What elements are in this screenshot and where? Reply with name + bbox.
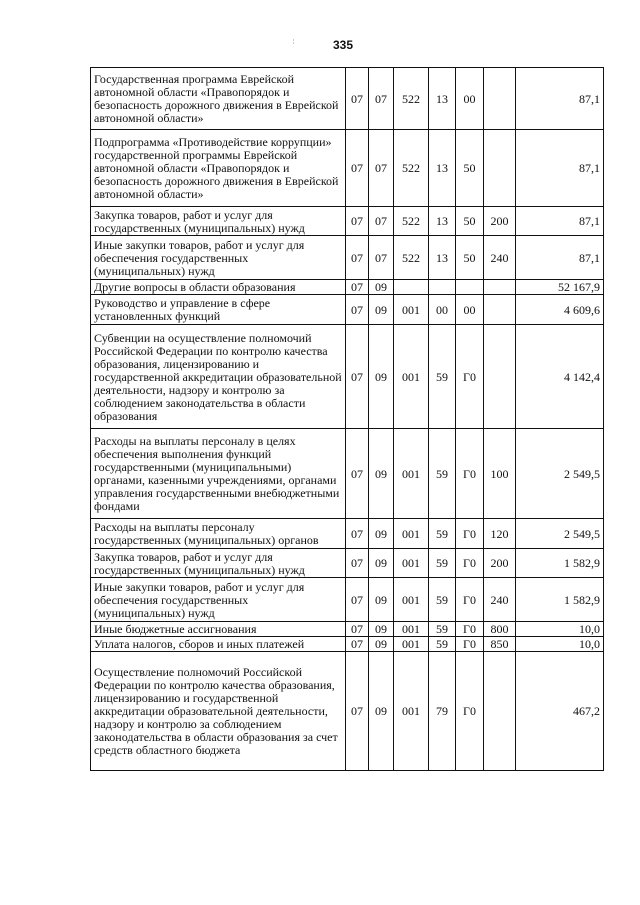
- target-article-program-cell: 001: [394, 519, 429, 549]
- subsection-code-cell: 07: [369, 207, 394, 236]
- table-row: [91, 637, 604, 652]
- subsection-code-cell: 09: [369, 622, 394, 637]
- expense-type-code-cell: [484, 68, 516, 130]
- amount-cell: 467,2: [516, 652, 604, 771]
- section-code-cell: 07: [346, 549, 369, 578]
- row-name-cell: Другие вопросы в области образования: [91, 280, 346, 295]
- section-code-cell: 07: [346, 295, 369, 325]
- row-name-cell: Иные закупки товаров, работ и услуг для обеспечения государственных (муниципальных) нужд: [91, 236, 346, 280]
- subsection-code-cell: 07: [369, 130, 394, 207]
- section-code-cell: 07: [346, 236, 369, 280]
- target-article-direction-cell: 50: [456, 130, 484, 207]
- section-code-cell: 07: [346, 280, 369, 295]
- amount-cell: 87,1: [516, 130, 604, 207]
- target-article-direction-cell: 50: [456, 207, 484, 236]
- section-code-cell: 07: [346, 68, 369, 130]
- section-code-cell: 07: [346, 637, 369, 652]
- subsection-code-cell: 09: [369, 280, 394, 295]
- target-article-program-cell: [394, 280, 429, 295]
- amount-cell: 4 609,6: [516, 295, 604, 325]
- target-article-program-cell: 522: [394, 130, 429, 207]
- row-name-cell: Расходы на выплаты персоналу государственных (муниципальных) органов: [91, 519, 346, 549]
- expense-type-code-cell: [484, 652, 516, 771]
- expense-type-code-cell: 120: [484, 519, 516, 549]
- expense-type-code-cell: 850: [484, 637, 516, 652]
- row-name-cell: Закупка товаров, работ и услуг для государственных (муниципальных) нужд: [91, 207, 346, 236]
- subsection-code-cell: 09: [369, 652, 394, 771]
- row-name-cell: Иные закупки товаров, работ и услуг для обеспечения государственных (муниципальных) нужд: [91, 578, 346, 622]
- target-article-program-cell: 522: [394, 207, 429, 236]
- amount-cell: 52 167,9: [516, 280, 604, 295]
- amount-cell: 4 142,4: [516, 325, 604, 429]
- target-article-direction-cell: Г0: [456, 652, 484, 771]
- target-article-direction-cell: Г0: [456, 637, 484, 652]
- table-row: [91, 429, 604, 519]
- target-article-direction-cell: [456, 280, 484, 295]
- expense-type-code-cell: [484, 325, 516, 429]
- row-name-cell: Руководство и управление в сфере установленных функций: [91, 295, 346, 325]
- subsection-code-cell: 09: [369, 325, 394, 429]
- target-article-subprogram-cell: 59: [429, 519, 456, 549]
- table-row: [91, 549, 604, 578]
- target-article-subprogram-cell: [429, 280, 456, 295]
- expense-type-code-cell: 200: [484, 549, 516, 578]
- target-article-program-cell: 001: [394, 652, 429, 771]
- target-article-subprogram-cell: 59: [429, 578, 456, 622]
- table-row: [91, 295, 604, 325]
- subsection-code-cell: 09: [369, 637, 394, 652]
- expense-type-code-cell: 800: [484, 622, 516, 637]
- expense-type-code-cell: [484, 295, 516, 325]
- target-article-program-cell: 001: [394, 549, 429, 578]
- row-name-cell: Закупка товаров, работ и услуг для государственных (муниципальных) нужд: [91, 549, 346, 578]
- target-article-direction-cell: Г0: [456, 549, 484, 578]
- target-article-direction-cell: 00: [456, 68, 484, 130]
- amount-cell: 87,1: [516, 236, 604, 280]
- amount-cell: 10,0: [516, 622, 604, 637]
- expense-type-code-cell: 240: [484, 578, 516, 622]
- table-row: [91, 325, 604, 429]
- section-code-cell: 07: [346, 519, 369, 549]
- table-row: [91, 519, 604, 549]
- row-name-cell: Уплата налогов, сборов и иных платежей: [91, 637, 346, 652]
- subsection-code-cell: 07: [369, 68, 394, 130]
- table-row: [91, 130, 604, 207]
- budget-table: [90, 67, 604, 771]
- row-name-cell: Расходы на выплаты персоналу в целях обеспечения выполнения функций государственными (муниципальными) органами, казенными учреждениями, органами управления государственными внебюджетными фондами: [91, 429, 346, 519]
- amount-cell: 1 582,9: [516, 549, 604, 578]
- target-article-subprogram-cell: 79: [429, 652, 456, 771]
- target-article-subprogram-cell: 59: [429, 622, 456, 637]
- target-article-program-cell: 001: [394, 295, 429, 325]
- target-article-direction-cell: Г0: [456, 429, 484, 519]
- amount-cell: 2 549,5: [516, 429, 604, 519]
- section-code-cell: 07: [346, 622, 369, 637]
- expense-type-code-cell: [484, 130, 516, 207]
- table-row: [91, 622, 604, 637]
- scan-speck: ˙ ˙: [292, 38, 295, 51]
- target-article-subprogram-cell: 59: [429, 549, 456, 578]
- amount-cell: 87,1: [516, 68, 604, 130]
- target-article-subprogram-cell: 00: [429, 295, 456, 325]
- section-code-cell: 07: [346, 130, 369, 207]
- subsection-code-cell: 09: [369, 519, 394, 549]
- row-name-cell: Подпрограмма «Противодействие коррупции» государственной программы Еврейской автономной области «Правопорядок и безопасность дорожного движения в Еврейской автономной области»: [91, 130, 346, 207]
- target-article-program-cell: 001: [394, 429, 429, 519]
- amount-cell: 2 549,5: [516, 519, 604, 549]
- target-article-subprogram-cell: 59: [429, 637, 456, 652]
- section-code-cell: 07: [346, 429, 369, 519]
- expense-type-code-cell: 240: [484, 236, 516, 280]
- section-code-cell: 07: [346, 578, 369, 622]
- target-article-program-cell: 522: [394, 236, 429, 280]
- target-article-program-cell: 522: [394, 68, 429, 130]
- subsection-code-cell: 09: [369, 429, 394, 519]
- table-row: [91, 578, 604, 622]
- expense-type-code-cell: [484, 280, 516, 295]
- target-article-subprogram-cell: 59: [429, 325, 456, 429]
- amount-cell: 87,1: [516, 207, 604, 236]
- row-name-cell: Осуществление полномочий Российской Федерации по контролю качества образования, лицензированию и государственной аккредитации образовательной деятельности, надзору и контролю за соблюдением законодательства в области образования за счет средств областного бюджета: [91, 652, 346, 771]
- amount-cell: 10,0: [516, 637, 604, 652]
- target-article-direction-cell: Г0: [456, 325, 484, 429]
- section-code-cell: 07: [346, 652, 369, 771]
- row-name-cell: Государственная программа Еврейской автономной области «Правопорядок и безопасность дорожного движения в Еврейской автономной области»: [91, 68, 346, 130]
- target-article-direction-cell: 00: [456, 295, 484, 325]
- page-number: 335: [333, 38, 354, 52]
- target-article-program-cell: 001: [394, 578, 429, 622]
- target-article-direction-cell: Г0: [456, 578, 484, 622]
- target-article-direction-cell: 50: [456, 236, 484, 280]
- target-article-direction-cell: Г0: [456, 622, 484, 637]
- amount-cell: 1 582,9: [516, 578, 604, 622]
- expense-type-code-cell: 200: [484, 207, 516, 236]
- target-article-program-cell: 001: [394, 637, 429, 652]
- row-name-cell: Иные бюджетные ассигнования: [91, 622, 346, 637]
- subsection-code-cell: 07: [369, 236, 394, 280]
- target-article-direction-cell: Г0: [456, 519, 484, 549]
- table-row: [91, 68, 604, 130]
- table-row: [91, 652, 604, 771]
- target-article-program-cell: 001: [394, 325, 429, 429]
- target-article-subprogram-cell: 13: [429, 207, 456, 236]
- subsection-code-cell: 09: [369, 549, 394, 578]
- row-name-cell: Субвенции на осуществление полномочий Российской Федерации по контролю качества образования, лицензированию и государственной аккредитации образовательной деятельности, надзору и контролю за соблюдением законодательства в области образования: [91, 325, 346, 429]
- section-code-cell: 07: [346, 325, 369, 429]
- table-row: [91, 236, 604, 280]
- section-code-cell: 07: [346, 207, 369, 236]
- subsection-code-cell: 09: [369, 578, 394, 622]
- table-row: [91, 207, 604, 236]
- target-article-subprogram-cell: 13: [429, 236, 456, 280]
- target-article-subprogram-cell: 59: [429, 429, 456, 519]
- target-article-subprogram-cell: 13: [429, 68, 456, 130]
- target-article-program-cell: 001: [394, 622, 429, 637]
- subsection-code-cell: 09: [369, 295, 394, 325]
- target-article-subprogram-cell: 13: [429, 130, 456, 207]
- table-row: [91, 280, 604, 295]
- expense-type-code-cell: 100: [484, 429, 516, 519]
